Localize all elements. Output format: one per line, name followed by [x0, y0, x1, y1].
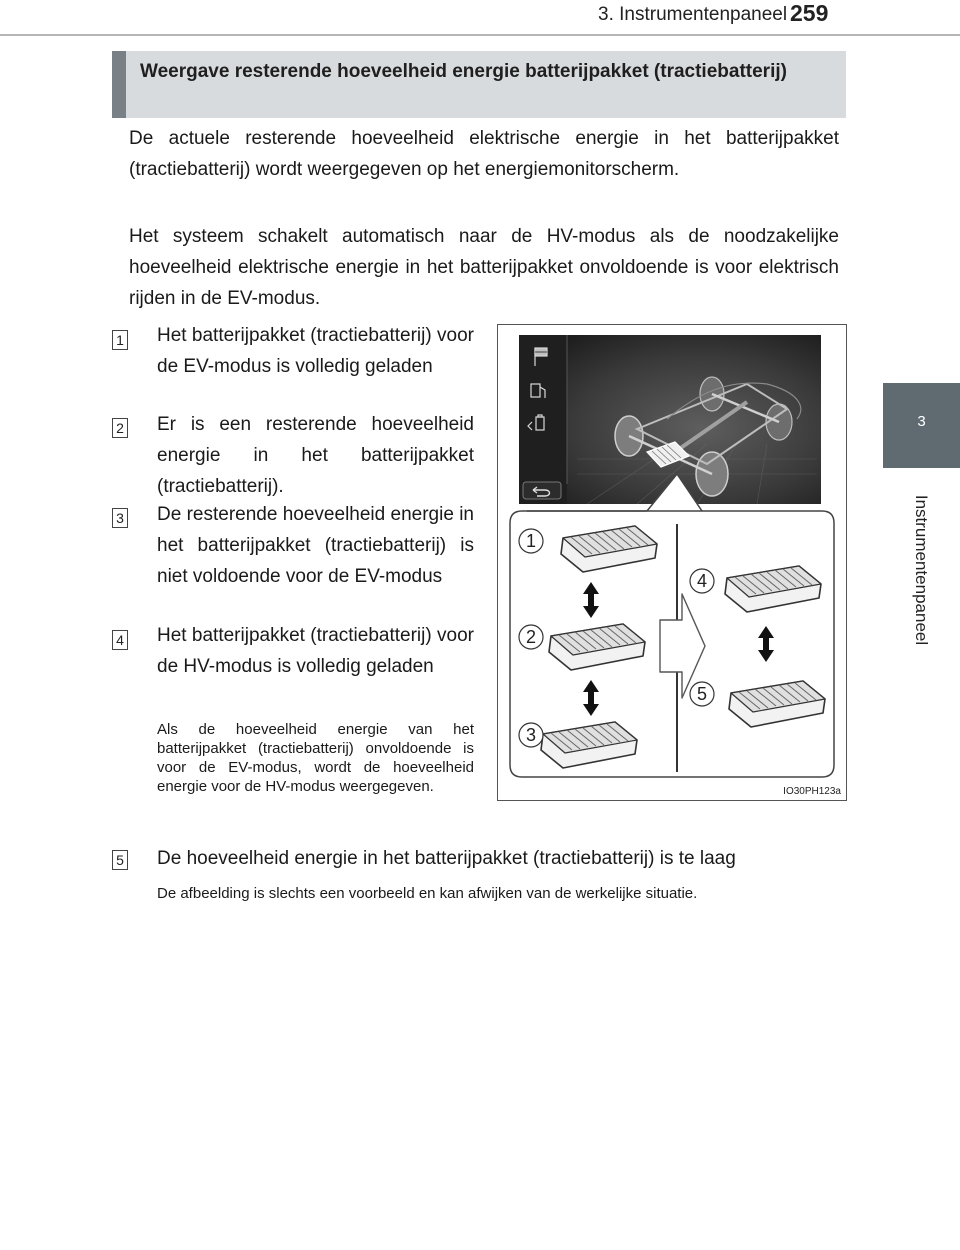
figure-code: IO30PH123a — [783, 786, 841, 797]
page-number: 259 — [790, 0, 829, 26]
chapter-tab[interactable] — [883, 383, 960, 468]
section-title: Weergave resterende hoeveelheid energie batterijpakket (tractiebatterij) — [112, 51, 846, 118]
header-rule — [0, 34, 960, 36]
item-number-1: 1 — [112, 330, 128, 350]
item-text-1: Het batterijpakket (tractiebatterij) voor de EV-modus is volledig geladen — [157, 325, 474, 377]
item-number-3: 3 — [112, 508, 128, 528]
general-note: De afbeelding is slechts een voorbeeld en kan afwijken van de werkelijke situatie. — [157, 885, 698, 902]
callout-4-label: 4 — [696, 571, 708, 591]
item-number-5: 5 — [112, 850, 128, 870]
item-text-3: De resterende hoeveelheid energie in het batterijpakket (tractiebatterij) is niet voldoende voor de EV-modus — [157, 504, 474, 587]
intro-paragraph-1: De actuele resterende hoeveelheid elektrische energie in het batterijpakket (tractiebatterij) wordt weergegeven op het energiemonitorscherm. — [129, 128, 839, 180]
item-number-2: 2 — [112, 418, 128, 438]
intro-paragraph-2: Het systeem schakelt automatisch naar de HV-modus als de noodzakelijke hoeveelheid elektrische energie in het batterijpakket onvoldoende is voor elektrisch rijden in de EV-modus. — [129, 226, 839, 309]
chapter-tab-number: 3 — [917, 413, 926, 430]
callout-3-label: 3 — [525, 725, 537, 745]
item-text-4: Het batterijpakket (tractiebatterij) voor de HV-modus is volledig geladen — [157, 625, 474, 677]
item-number-4: 4 — [112, 630, 128, 650]
item-4-note: Als de hoeveelheid energie van het batterijpakket (tractiebatterij) onvoldoende is voor de EV-modus, wordt de hoeveelheid energie voor de HV-modus weergegeven. — [157, 721, 474, 795]
energy-monitor-screen — [519, 335, 821, 504]
battery-level-figure — [497, 324, 847, 801]
chapter-title: 3. Instrumentenpaneel — [598, 4, 788, 25]
item-text-5: De hoeveelheid energie in het batterijpakket (tractiebatterij) is te laag — [157, 848, 736, 869]
chapter-tab-label: Instrumentenpaneel — [912, 494, 931, 646]
back-icon[interactable] — [523, 482, 561, 499]
callout-1-label: 1 — [525, 531, 537, 551]
callout-2-label: 2 — [525, 627, 537, 647]
callout-5-label: 5 — [696, 684, 708, 704]
item-text-2: Er is een resterende hoeveelheid energie in het batterijpakket (tractiebatterij). — [157, 414, 474, 497]
